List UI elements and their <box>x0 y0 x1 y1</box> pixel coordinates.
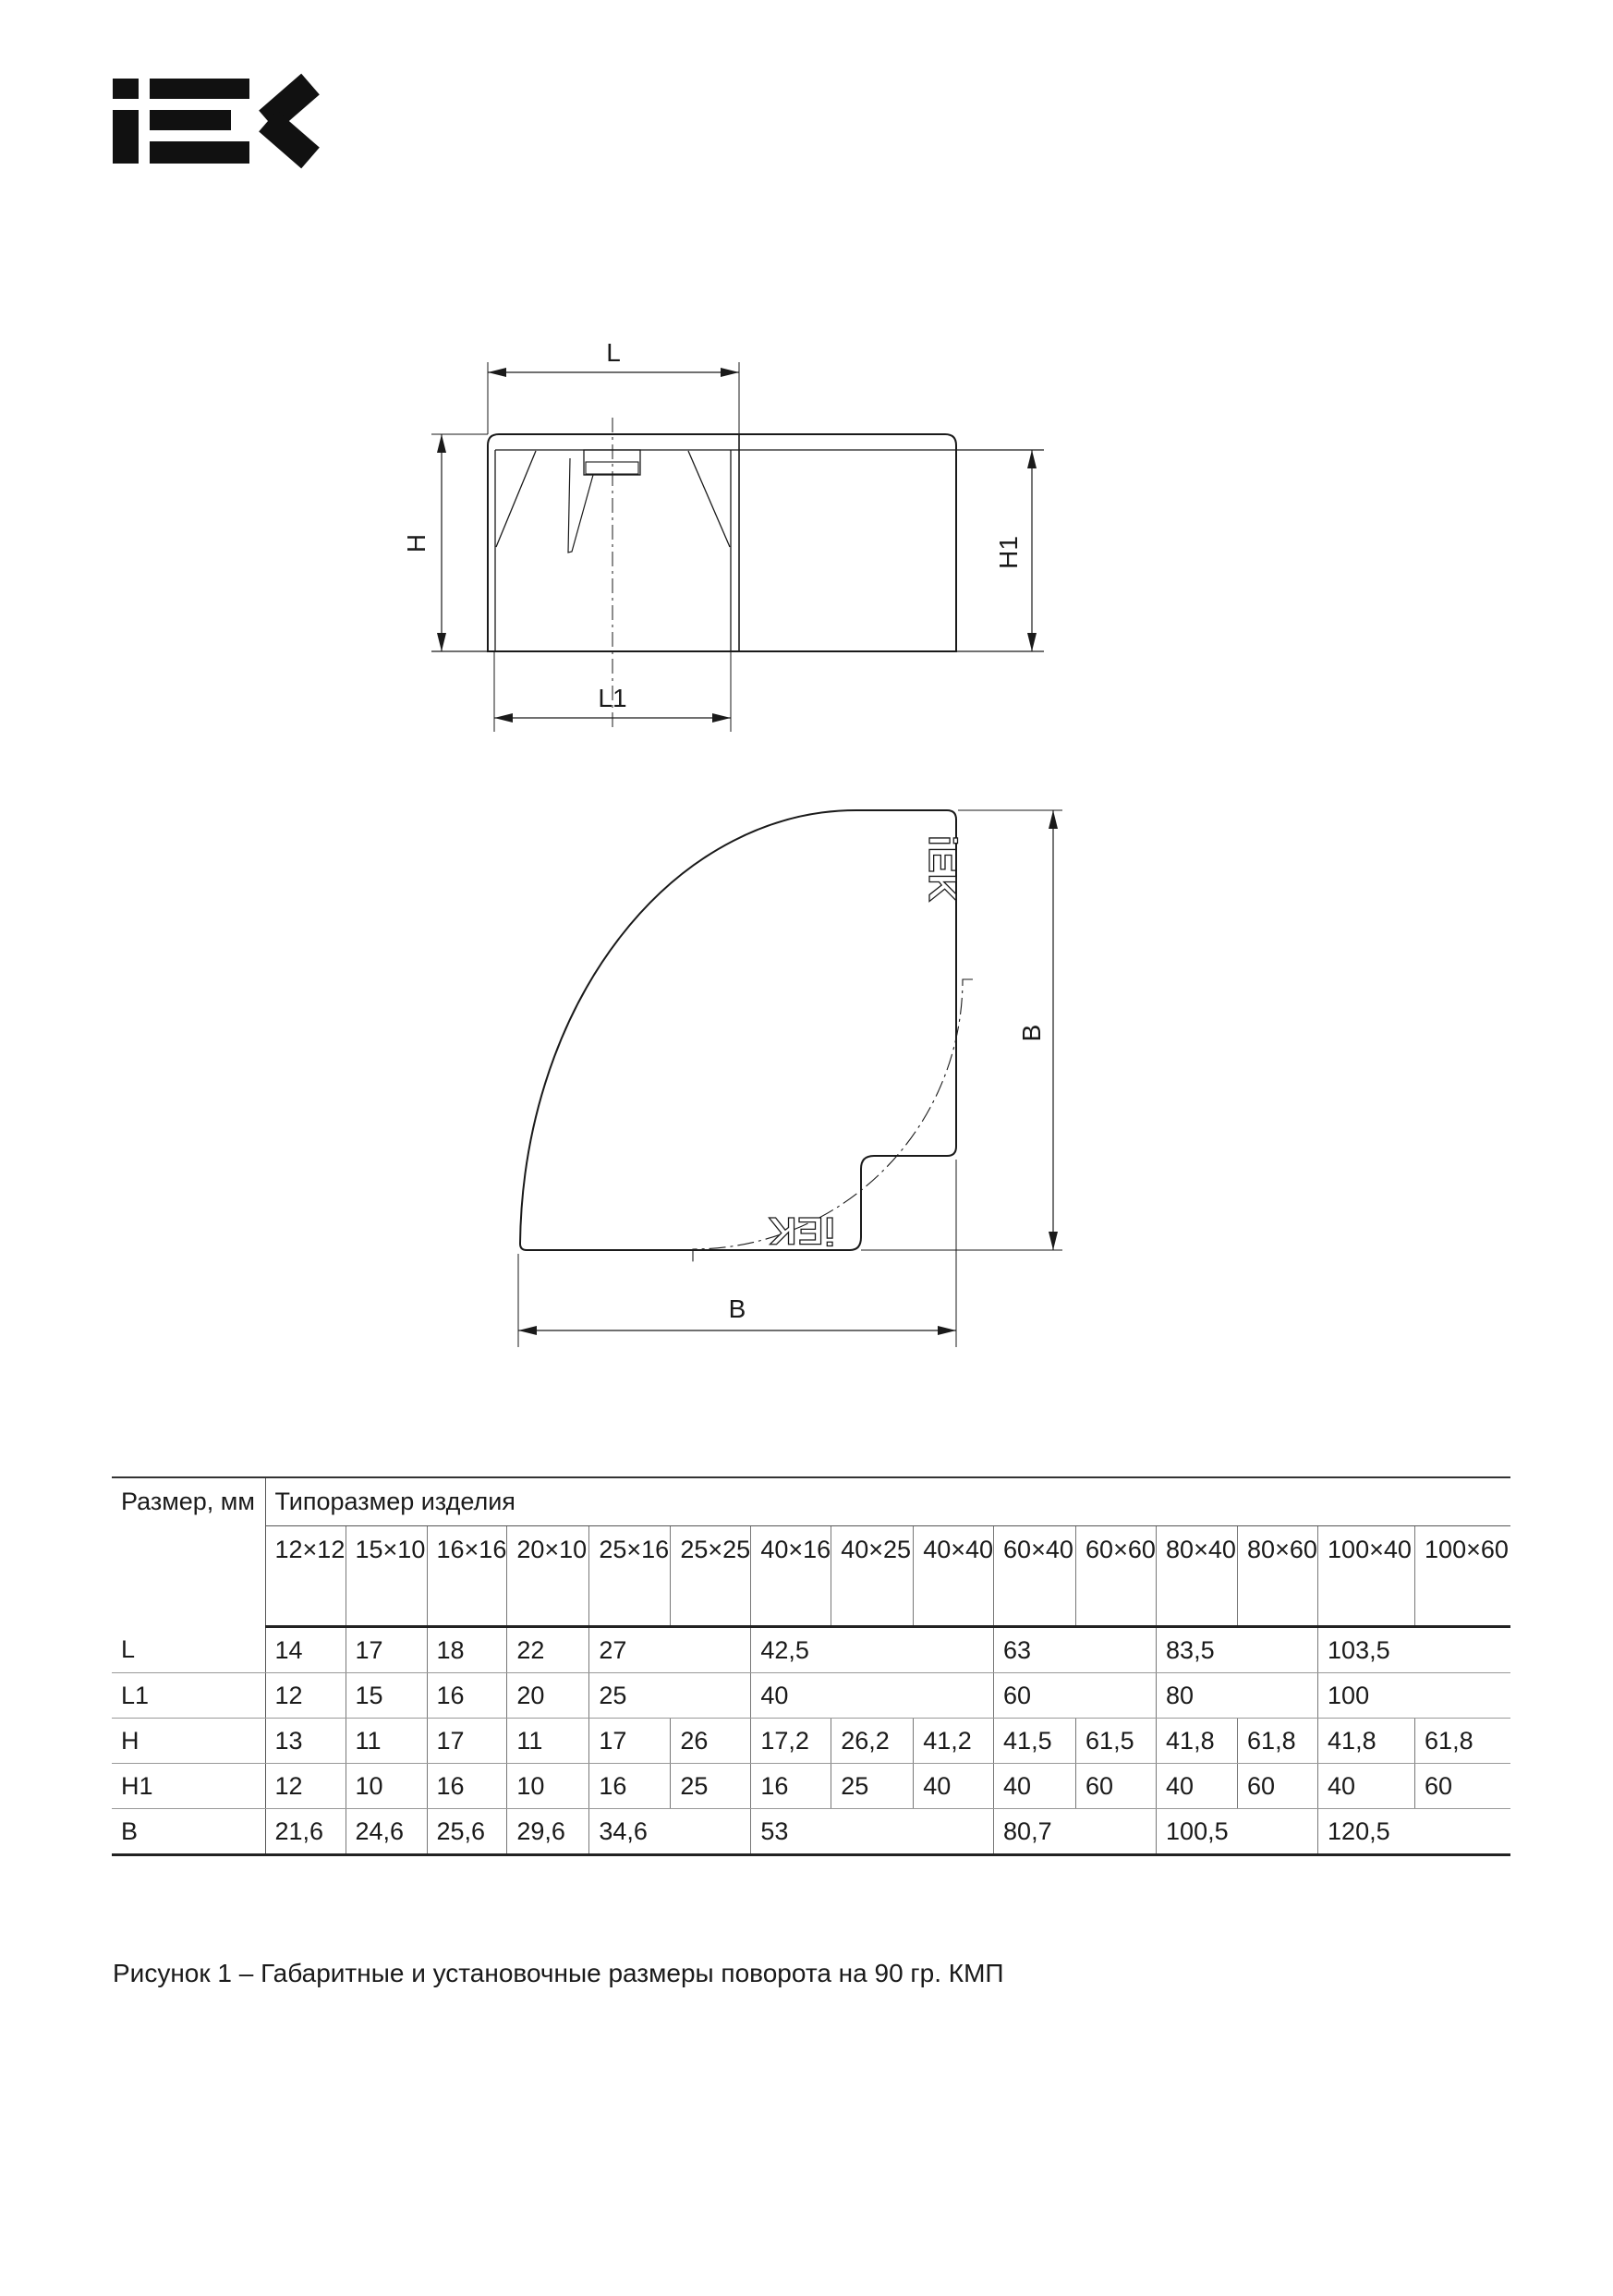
size-header: 80×60 <box>1238 1526 1318 1627</box>
table-cell: 24,6 <box>346 1809 427 1855</box>
size-header: 15×10 <box>346 1526 427 1627</box>
table-cell: 53 <box>751 1809 994 1855</box>
fig2-bv-arrow-top <box>1049 810 1058 829</box>
dimensions-table <box>112 1476 1510 1856</box>
table-cell: 12 <box>265 1673 346 1719</box>
table-cell: 16 <box>427 1673 507 1719</box>
table-cell: 18 <box>427 1627 507 1673</box>
table-cell: 40 <box>994 1764 1076 1809</box>
fig1-l1-arrow-left <box>494 713 513 723</box>
table-cell: 17 <box>589 1719 671 1764</box>
logo-e-bottom-bar <box>150 141 249 164</box>
table-cell: 15 <box>346 1673 427 1719</box>
fig2-embossed-logo-bottom: iEK <box>767 1209 835 1253</box>
table-cell: 22 <box>507 1627 589 1673</box>
table-cell: 63 <box>994 1627 1157 1673</box>
table-cell: 41,2 <box>914 1719 994 1764</box>
table-cell: 60 <box>1415 1764 1510 1809</box>
row-label: L <box>112 1627 265 1673</box>
row-label: H <box>112 1719 265 1764</box>
table-cell: 26,2 <box>831 1719 914 1764</box>
fig2-bh-arrow-right <box>938 1326 956 1335</box>
size-header: 12×12 <box>265 1526 346 1627</box>
fig1-rib-right <box>688 451 730 547</box>
table-cell: 10 <box>346 1764 427 1809</box>
table-cell: 12 <box>265 1764 346 1809</box>
fig1-h-arrow-top <box>437 434 446 453</box>
fig1-l-arrow-right <box>721 368 739 377</box>
fig2-label-B-horizontal: B <box>728 1294 746 1323</box>
fig2-embossed-logo-top: iEK <box>921 835 964 904</box>
table-cell: 40 <box>751 1673 994 1719</box>
table-cell: 25 <box>831 1764 914 1809</box>
size-header: 40×40 <box>914 1526 994 1627</box>
size-header: 100×40 <box>1318 1526 1415 1627</box>
fig1-label-H1: H1 <box>994 536 1023 569</box>
fig1-rib-left <box>496 451 536 547</box>
table-row-L <box>112 1627 1510 1673</box>
corner-header: Размер, мм <box>112 1477 265 1627</box>
table-cell: 60 <box>994 1673 1157 1719</box>
size-header: 60×40 <box>994 1526 1076 1627</box>
table-cell: 25 <box>589 1673 751 1719</box>
table-cell: 13 <box>265 1719 346 1764</box>
table-row-H <box>112 1719 1510 1764</box>
size-header: 20×10 <box>507 1526 589 1627</box>
group-header: Типоразмер изделия <box>265 1477 1510 1526</box>
size-header: 25×25 <box>671 1526 751 1627</box>
table-cell: 27 <box>589 1627 751 1673</box>
table-cell: 100,5 <box>1157 1809 1318 1855</box>
table-cell: 80,7 <box>994 1809 1157 1855</box>
figure2-elbow-view <box>443 795 1090 1367</box>
table-cell: 20 <box>507 1673 589 1719</box>
fig1-body-outline <box>488 434 956 651</box>
table-cell: 10 <box>507 1764 589 1809</box>
size-header: 100×60 <box>1415 1526 1510 1627</box>
fig1-label-L1: L1 <box>598 684 627 712</box>
table-row-L1 <box>112 1673 1510 1719</box>
table-cell: 40 <box>1318 1764 1415 1809</box>
fig2-bv-arrow-bottom <box>1049 1232 1058 1250</box>
table-row-H1 <box>112 1764 1510 1809</box>
table-cell: 61,8 <box>1238 1719 1318 1764</box>
fig2-bh-arrow-left <box>518 1326 537 1335</box>
figure1-side-view <box>388 259 1072 739</box>
table-cell: 29,6 <box>507 1809 589 1855</box>
logo-k-glyph <box>268 84 310 158</box>
fig2-elbow-outline <box>520 810 956 1250</box>
table-cell: 11 <box>507 1719 589 1764</box>
table-cell: 42,5 <box>751 1627 994 1673</box>
logo-i-dot <box>113 79 139 99</box>
table-cell: 40 <box>1157 1764 1238 1809</box>
table-cell: 25,6 <box>427 1809 507 1855</box>
fig1-latch-tongue <box>568 458 593 553</box>
iek-logo <box>113 79 321 165</box>
table-cell: 120,5 <box>1318 1809 1510 1855</box>
fig1-h-arrow-bottom <box>437 633 446 651</box>
table-cell: 16 <box>427 1764 507 1809</box>
table-cell: 40 <box>914 1764 994 1809</box>
table-cell: 60 <box>1076 1764 1157 1809</box>
fig1-h1-arrow-bottom <box>1027 633 1037 651</box>
table-cell: 34,6 <box>589 1809 751 1855</box>
table-cell: 26 <box>671 1719 751 1764</box>
fig2-label-B-vertical: B <box>1017 1024 1046 1042</box>
table-cell: 14 <box>265 1627 346 1673</box>
table-cell: 80 <box>1157 1673 1318 1719</box>
logo-i-stem <box>113 110 139 164</box>
table-cell: 41,5 <box>994 1719 1076 1764</box>
logo-e-mid-bar <box>150 110 231 130</box>
table-cell: 21,6 <box>265 1809 346 1855</box>
fig1-l-arrow-left <box>488 368 506 377</box>
table-cell: 60 <box>1238 1764 1318 1809</box>
table-cell: 17,2 <box>751 1719 831 1764</box>
figure-caption: Рисунок 1 – Габаритные и установочные размеры поворота на 90 гр. КМП <box>113 1959 1004 1987</box>
table-cell: 17 <box>427 1719 507 1764</box>
size-header: 60×60 <box>1076 1526 1157 1627</box>
logo-e-top-bar <box>150 79 249 99</box>
size-header: 40×25 <box>831 1526 914 1627</box>
table-cell: 17 <box>346 1627 427 1673</box>
fig1-h1-arrow-top <box>1027 450 1037 468</box>
size-header: 16×16 <box>427 1526 507 1627</box>
table-cell: 61,5 <box>1076 1719 1157 1764</box>
table-cell: 103,5 <box>1318 1627 1510 1673</box>
table-cell: 16 <box>751 1764 831 1809</box>
table-cell: 100 <box>1318 1673 1510 1719</box>
size-header: 80×40 <box>1157 1526 1238 1627</box>
table-cell: 11 <box>346 1719 427 1764</box>
size-header-row <box>112 1526 1510 1627</box>
table-cell: 41,8 <box>1318 1719 1415 1764</box>
table-cell: 41,8 <box>1157 1719 1238 1764</box>
table-cell: 83,5 <box>1157 1627 1318 1673</box>
row-label: H1 <box>112 1764 265 1809</box>
size-header: 25×16 <box>589 1526 671 1627</box>
size-header: 40×16 <box>751 1526 831 1627</box>
fig1-label-H: H <box>402 533 431 553</box>
table-header-row <box>112 1477 1510 1526</box>
table-cell: 61,8 <box>1415 1719 1510 1764</box>
table-cell: 25 <box>671 1764 751 1809</box>
row-label: L1 <box>112 1673 265 1719</box>
fig1-l1-arrow-right <box>712 713 731 723</box>
table-cell: 16 <box>589 1764 671 1809</box>
fig1-label-L: L <box>606 338 621 367</box>
row-label: B <box>112 1809 265 1855</box>
table-row-B <box>112 1809 1510 1855</box>
